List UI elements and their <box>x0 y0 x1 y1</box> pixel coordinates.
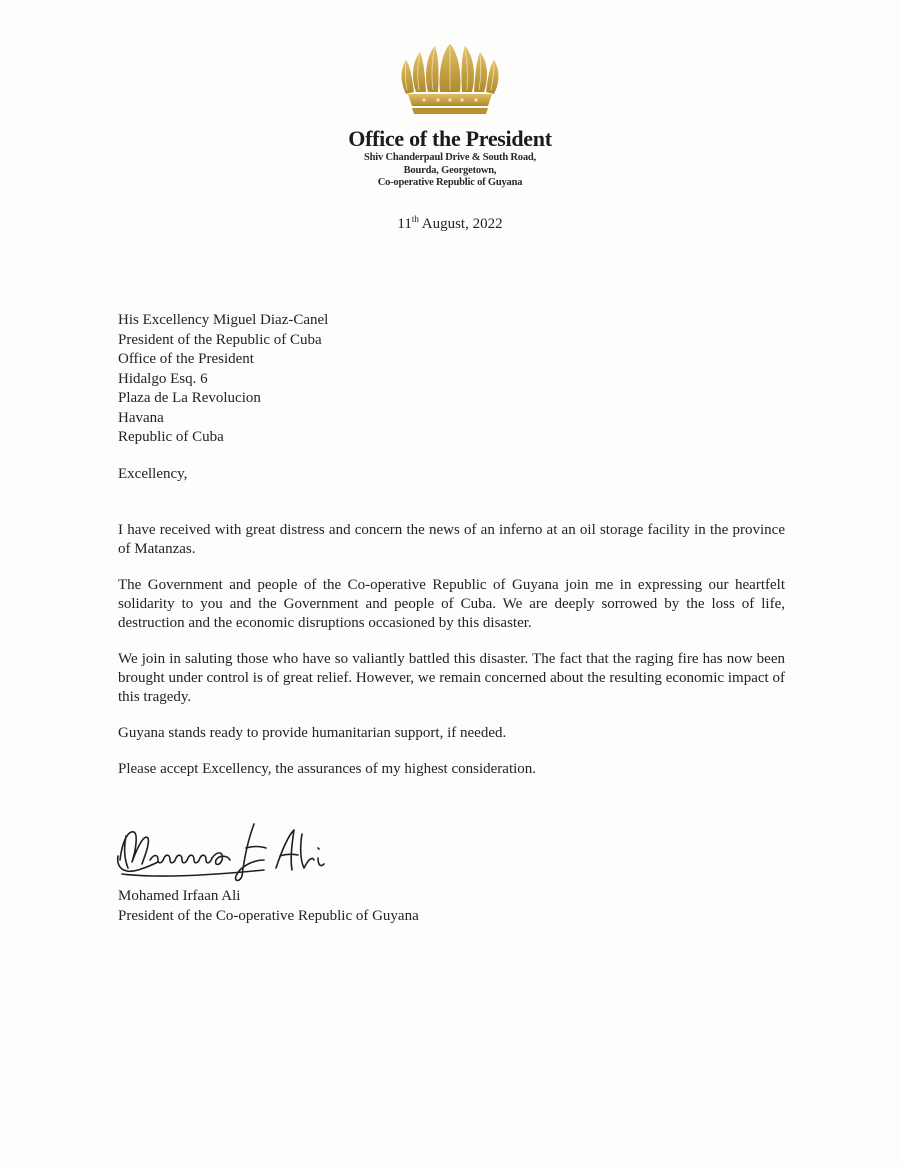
closing-paragraph: Please accept Excellency, the assurances of my highest consideration. <box>118 761 537 777</box>
address-line-country: Co-operative Republic of Guyana <box>377 177 523 188</box>
date-rest: August, 2022 <box>418 216 503 232</box>
signer-block <box>118 887 419 926</box>
letter-body <box>118 521 785 796</box>
body-paragraph: We join in saluting those who have so valiantly battled this disaster. The fact that the raging fire has now been brought under control is of great relief. However, we remain concerned about the resulting economic impact of this tragedy. <box>118 651 785 705</box>
address-line-street: Shiv Chanderpaul Drive & South Road, <box>364 152 536 163</box>
recipient-line: His Excellency Miguel Diaz-Canel <box>118 312 329 328</box>
recipient-line: Havana <box>118 409 164 426</box>
body-paragraph: I have received with great distress and concern the news of an inferno at an oil storage facility in the province of Matanzas. <box>118 522 785 557</box>
recipient-line: Office of the President <box>118 351 254 367</box>
letterhead <box>250 126 650 190</box>
office-title: Office of the President <box>348 126 552 151</box>
signer-title: President of the Co-operative Republic of Guyana <box>118 907 419 924</box>
recipient-line: Republic of Cuba <box>118 429 224 445</box>
recipient-address <box>118 311 328 448</box>
date-day: 11 <box>397 216 412 232</box>
letter-date <box>250 214 650 233</box>
handwritten-signature <box>114 820 354 886</box>
recipient-line: Hidalgo Esq. 6 <box>118 370 208 387</box>
date-suffix: th <box>411 214 419 224</box>
body-paragraph: Guyana stands ready to provide humanitarian support, if needed. <box>118 725 507 741</box>
salutation: Excellency, <box>118 466 188 482</box>
address-line-city: Bourda, Georgetown, <box>403 164 497 176</box>
body-paragraph: The Government and people of the Co-operative Republic of Guyana join me in expressing our heartfelt solidarity to you and the Government and people of Cuba. We are deeply sorrowed by the loss of life, destruction and the economic disruptions occasioned by this disaster. <box>118 577 785 631</box>
recipient-line: President of the Republic of Cuba <box>118 331 322 348</box>
signer-name: Mohamed Irfaan Ali <box>118 888 241 904</box>
recipient-line: Plaza de La Revolucion <box>118 390 261 406</box>
crown-emblem-icon <box>398 42 502 120</box>
